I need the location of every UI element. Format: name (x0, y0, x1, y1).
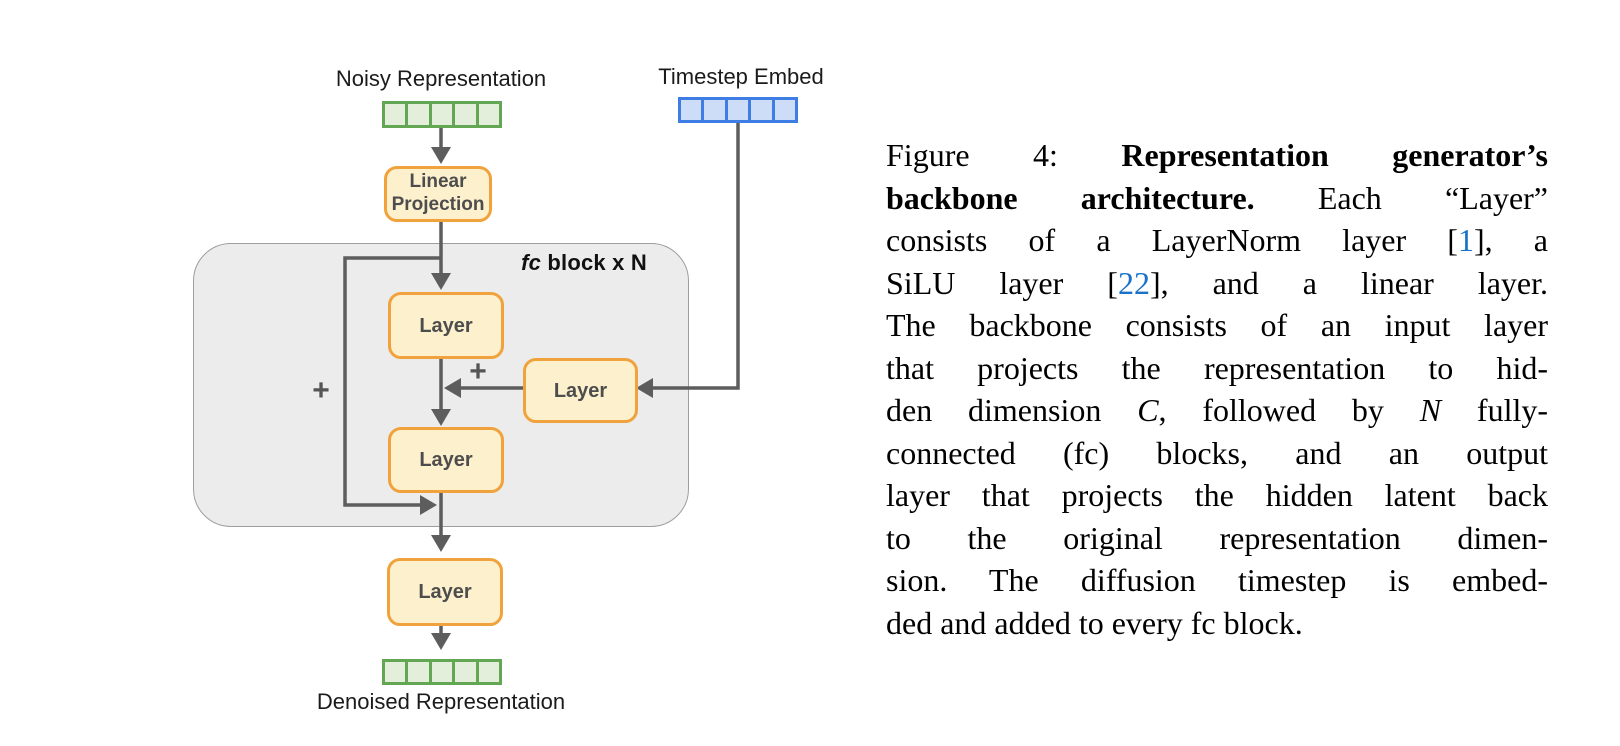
caption-line (886, 474, 1548, 517)
caption-line (886, 219, 1548, 262)
timestep-embed-label: Timestep Embed (658, 64, 824, 89)
arrowhead-into-output-layer (431, 535, 451, 552)
caption-line (886, 304, 1548, 347)
caption-line (886, 517, 1548, 560)
caption-text: ], and a linear layer. (1149, 264, 1548, 301)
caption-line (886, 134, 1548, 177)
residual-add-plus: + (312, 374, 330, 407)
caption-line (886, 262, 1548, 305)
caption-line (886, 432, 1548, 475)
layer-box-timestep: Layer (523, 358, 638, 423)
caption-text: fully- (1441, 392, 1549, 428)
citation-link-22[interactable]: 22 (1117, 264, 1150, 301)
caption-text: Figure 4: (886, 137, 1122, 173)
vector-cell (772, 97, 798, 123)
math-symbol-N: N (1419, 392, 1442, 428)
caption-text: sion. The diffusion timestep is embed- (886, 562, 1548, 598)
noisy-representation-label: Noisy Representation (335, 66, 547, 91)
caption-text: ded and added to every fc block. (886, 604, 1303, 641)
caption-text: that projects the representation to hid- (886, 349, 1548, 386)
linear-projection-box: Linear Projection (384, 166, 492, 222)
caption-text: , followed by (1158, 392, 1420, 428)
caption-text: consists of a LayerNorm layer [ (886, 222, 1458, 258)
figure-caption (886, 134, 1548, 644)
caption-line (886, 177, 1548, 220)
caption-text: The backbone consists of an input layer (886, 307, 1548, 343)
caption-text: ], a (1473, 222, 1549, 258)
denoised-representation-vector (382, 659, 502, 685)
arrowhead-into-timestep-layer (636, 378, 653, 398)
vector-cell (476, 659, 502, 685)
noisy-representation-vector (382, 101, 502, 128)
layer-box-1: Layer (388, 292, 504, 359)
arrowhead-into-layer2 (431, 409, 451, 426)
caption-line (886, 602, 1548, 645)
layer-box-output: Layer (387, 558, 503, 626)
caption-bold-text: backbone architecture. (886, 179, 1255, 216)
caption-text: connected (fc) blocks, and an output (886, 434, 1548, 471)
arrowhead-add-timestep (444, 378, 461, 398)
caption-line (886, 389, 1548, 432)
caption-text: SiLU layer [ (886, 264, 1118, 301)
math-symbol-C: C (1137, 392, 1159, 428)
timestep-embed-vector (678, 97, 798, 123)
citation-link-1[interactable]: 1 (1457, 222, 1474, 258)
arrowhead-skip-join (420, 495, 437, 515)
fc-block-label-rest: block x N (541, 250, 647, 275)
caption-text: to the original representation dimen- (886, 519, 1548, 556)
caption-line (886, 559, 1548, 602)
timestep-embed-line (653, 123, 738, 388)
timestep-add-plus: + (469, 355, 487, 388)
caption-line (886, 347, 1548, 390)
layer-box-2: Layer (388, 427, 504, 493)
caption-text: den dimension (886, 392, 1138, 428)
vector-cell (476, 101, 502, 128)
caption-text: Each “Layer” (1254, 179, 1549, 216)
arrowhead-into-denoised-bar (431, 633, 451, 650)
caption-text: layer that projects the hidden latent back (886, 477, 1548, 513)
fc-block-label (437, 250, 647, 276)
denoised-representation-label: Denoised Representation (316, 689, 566, 714)
arrowhead-into-projection (431, 147, 451, 164)
fc-block-label-italic: fc (521, 250, 542, 275)
caption-bold-text: Representation generator’s (1121, 137, 1548, 173)
